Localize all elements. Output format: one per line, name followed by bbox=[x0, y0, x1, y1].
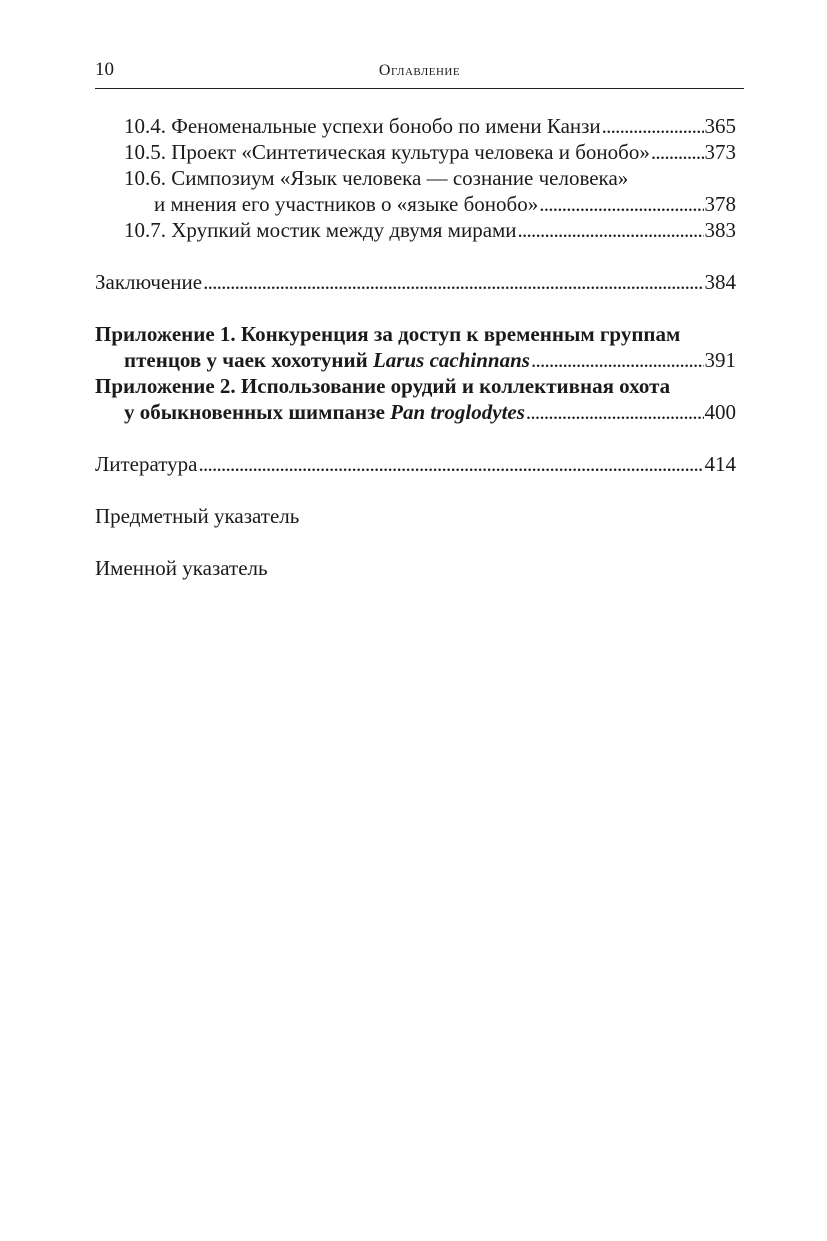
toc-entry-title-continued: и мнения его участников о «языке бонобо» bbox=[154, 192, 539, 216]
toc-entry-10-7[interactable] bbox=[95, 217, 736, 243]
toc-page-number: 383 bbox=[704, 218, 736, 242]
spacer bbox=[95, 529, 736, 555]
toc-page-number: 373 bbox=[704, 140, 736, 164]
toc-entry-title: Приложение 2. Использование орудий и коллективная охота bbox=[95, 374, 671, 398]
toc-entry-title: 10.6. Симпозиум «Язык человека — сознание человека» bbox=[124, 166, 629, 190]
toc-entry-title: 10.4. Феноменальные успехи бонобо по имени Канзи bbox=[124, 114, 601, 138]
toc-page-number: 384 bbox=[704, 270, 736, 294]
toc-entry-title-continued: у обыкновенных шимпанзе bbox=[124, 400, 391, 424]
toc-entry-subject-index[interactable] bbox=[95, 503, 736, 529]
toc-entry-10-5[interactable] bbox=[95, 139, 736, 165]
dot-leader bbox=[651, 139, 704, 165]
species-name: Pan troglodytes bbox=[390, 400, 525, 424]
dot-leader bbox=[602, 113, 704, 139]
species-name: Larus cachinnans bbox=[372, 348, 530, 372]
toc-entry-title: Заключение bbox=[95, 270, 203, 294]
toc-page-number: 400 bbox=[704, 400, 736, 424]
dot-leader bbox=[539, 191, 703, 217]
page-header bbox=[95, 58, 744, 89]
dot-leader bbox=[526, 399, 704, 425]
table-of-contents bbox=[95, 113, 736, 581]
spacer bbox=[95, 425, 736, 451]
toc-entry-title: 10.7. Хрупкий мостик между двумя мирами bbox=[124, 218, 517, 242]
toc-entry-10-6-line2[interactable] bbox=[95, 191, 736, 217]
dot-leader bbox=[203, 269, 703, 295]
toc-page-number: 378 bbox=[704, 192, 736, 216]
toc-entry-literature[interactable] bbox=[95, 451, 736, 477]
toc-entry-title: Предметный указатель bbox=[95, 504, 300, 528]
spacer bbox=[95, 243, 736, 269]
toc-entry-title: Приложение 1. Конкуренция за доступ к временным группам bbox=[95, 322, 681, 346]
toc-entry-title: Литература bbox=[95, 452, 198, 476]
dot-leader bbox=[531, 347, 704, 373]
toc-page-number: 391 bbox=[704, 348, 736, 372]
toc-entry-conclusion[interactable] bbox=[95, 269, 736, 295]
toc-entry-appendix-1-line1[interactable] bbox=[95, 321, 736, 347]
spacer bbox=[95, 477, 736, 503]
toc-entry-title-continued: птенцов у чаек хохотуний bbox=[124, 348, 373, 372]
toc-entry-appendix-1-line2[interactable] bbox=[95, 347, 736, 373]
toc-page-number: 414 bbox=[704, 452, 736, 476]
toc-entry-title: Именной указатель bbox=[95, 556, 268, 580]
spacer bbox=[95, 295, 736, 321]
toc-entry-appendix-2-line1[interactable] bbox=[95, 373, 736, 399]
toc-entry-appendix-2-line2[interactable] bbox=[95, 399, 736, 425]
toc-entry-10-4[interactable] bbox=[95, 113, 736, 139]
toc-entry-name-index[interactable] bbox=[95, 555, 736, 581]
dot-leader bbox=[198, 451, 703, 477]
toc-entry-title: 10.5. Проект «Синтетическая культура человека и бонобо» bbox=[124, 140, 650, 164]
toc-page-number: 365 bbox=[704, 114, 736, 138]
dot-leader bbox=[518, 217, 704, 243]
page-number: 10 bbox=[95, 59, 114, 80]
toc-entry-10-6-line1[interactable] bbox=[95, 165, 736, 191]
running-title: Оглавление bbox=[378, 62, 461, 79]
